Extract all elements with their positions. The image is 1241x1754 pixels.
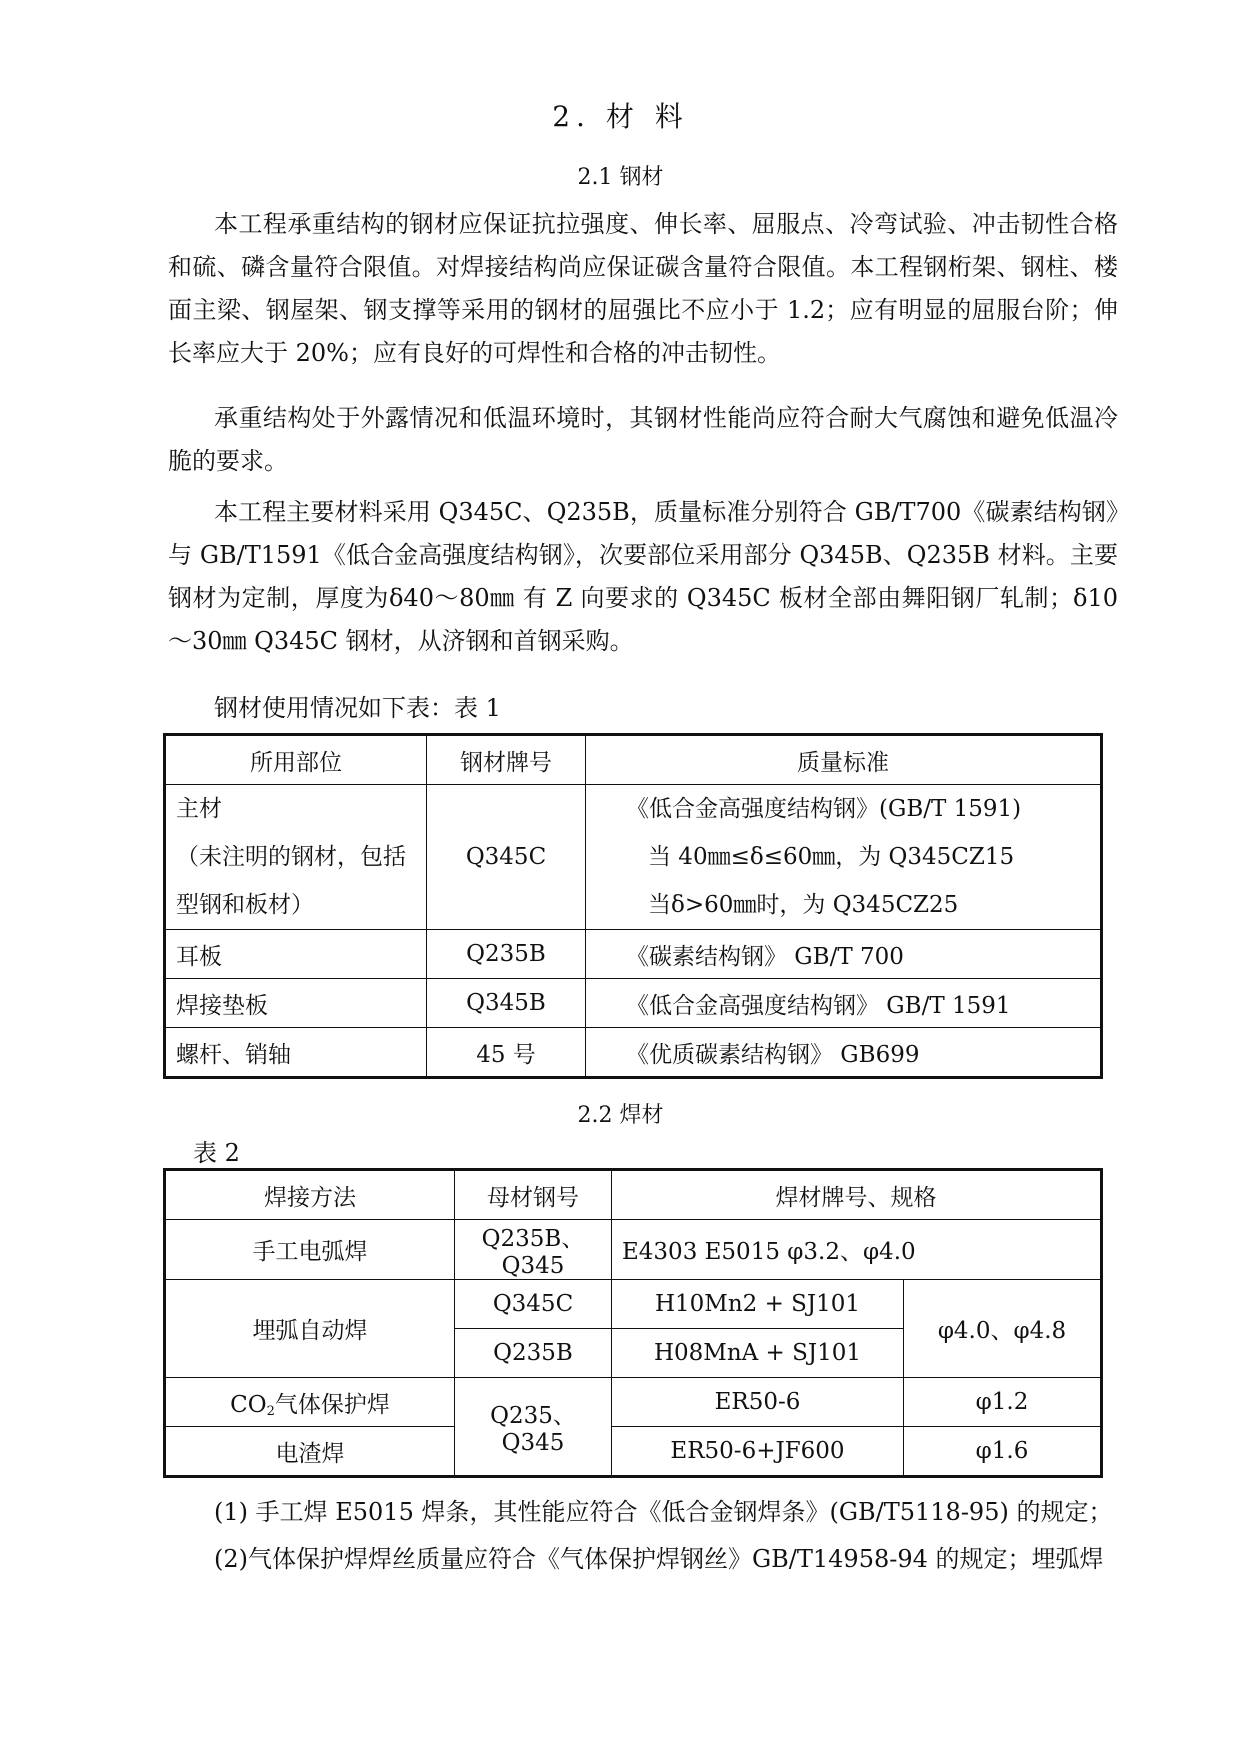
- header-cell: 质量标准: [586, 735, 1102, 785]
- standard-cell: 《碳素结构钢》 GB/T 700: [586, 930, 1102, 979]
- table-row: [165, 1280, 1102, 1329]
- standard-line: 当 40㎜≤δ≤60㎜，为 Q345CZ15: [648, 844, 1015, 870]
- wire-cell: H10Mn2 + SJ101: [612, 1280, 904, 1329]
- method-suffix: 气体保护焊: [274, 1391, 390, 1418]
- table-header-row: [165, 1170, 1102, 1220]
- header-cell: 母材钢号: [455, 1170, 612, 1220]
- table-row: [165, 1220, 1102, 1280]
- part-line: 主材: [176, 796, 222, 822]
- table-row: [165, 930, 1102, 979]
- section-title-steel: 2.1 钢材: [577, 165, 664, 190]
- base-cell: Q235、Q345: [455, 1378, 612, 1477]
- grade-cell: Q345B: [427, 979, 586, 1028]
- header-cell: 焊材牌号、规格: [612, 1170, 1102, 1220]
- standard-line: 当δ>60㎜时，为 Q345CZ25: [648, 892, 959, 918]
- paragraph-low-temperature: 承重结构处于外露情况和低温环境时，其钢材性能尚应符合耐大气腐蚀和避免低温冷脆的要求。: [168, 404, 1118, 475]
- table-row: [165, 979, 1102, 1028]
- header-cell: 所用部位: [165, 735, 427, 785]
- standard-line: 《低合金高强度结构钢》(GB/T 1591): [626, 796, 1022, 822]
- wire-cell: ER50-6: [612, 1378, 904, 1427]
- section-title-welding: 2.2 焊材: [577, 1103, 664, 1128]
- method-cell: 电渣焊: [165, 1427, 455, 1477]
- grade-cell: Q235B: [427, 930, 586, 979]
- method-cell: [165, 1378, 455, 1427]
- note-1: (1) 手工焊 E5015 焊条，其性能应符合《低合金钢焊条》(GB/T5118-95) 的规定；: [214, 1498, 1113, 1526]
- chapter-heading: 2. 材 料: [552, 100, 689, 133]
- grade-cell: Q345C: [427, 785, 586, 930]
- base-cell: Q235B: [455, 1329, 612, 1378]
- method-subscript: 2: [266, 1403, 275, 1419]
- standard-cell: 《优质碳素结构钢》 GB699: [586, 1028, 1102, 1078]
- standard-cell: [586, 785, 1102, 930]
- paragraph-steel-requirements: 本工程承重结构的钢材应保证抗拉强度、伸长率、屈服点、冷弯试验、冲击韧性合格和硫、磷含量符合限值。对焊接结构尚应保证碳含量符合限值。本工程钢桁架、钢柱、楼面主梁、钢屋架、钢支撑等采用的钢材的屈强比不应小于 1.2；应有明显的屈服台阶；伸长率应大于 20%；应有良好的可焊性和合格的冲击韧性。: [168, 210, 1118, 367]
- table-1-caption: 钢材使用情况如下表：表 1: [214, 694, 501, 722]
- table-row: [165, 1427, 1102, 1477]
- standard-cell: 《低合金高强度结构钢》 GB/T 1591: [586, 979, 1102, 1028]
- diameter-cell: φ4.0、φ4.8: [904, 1280, 1102, 1378]
- part-cell: 焊接垫板: [165, 979, 427, 1028]
- method-prefix: CO: [230, 1391, 267, 1418]
- header-cell: 焊接方法: [165, 1170, 455, 1220]
- wire-cell: H08MnA + SJ101: [612, 1329, 904, 1378]
- base-cell: Q345C: [455, 1280, 612, 1329]
- method-cell: 手工电弧焊: [165, 1220, 455, 1280]
- part-cell: 耳板: [165, 930, 427, 979]
- table-header-row: [165, 735, 1102, 785]
- diameter-cell: φ1.2: [904, 1378, 1102, 1427]
- note-2: (2)气体保护焊焊丝质量应符合《气体保护焊钢丝》GB/T14958-94 的规定；埋弧焊: [214, 1545, 1104, 1573]
- wire-cell: ER50-6+JF600: [612, 1427, 904, 1477]
- table-row: [165, 785, 1102, 930]
- table-row: [165, 1028, 1102, 1078]
- steel-usage-table: [163, 733, 1103, 1079]
- method-cell: 埋弧自动焊: [165, 1280, 455, 1378]
- spec-cell: E4303 E5015 φ3.2、φ4.0: [612, 1220, 1102, 1280]
- part-cell: [165, 785, 427, 930]
- header-cell: 钢材牌号: [427, 735, 586, 785]
- table-2-caption: 表 2: [193, 1139, 240, 1167]
- part-line: 型钢和板材）: [176, 892, 314, 918]
- base-cell: Q235B、Q345: [455, 1220, 612, 1280]
- paragraph-main-materials: 本工程主要材料采用 Q345C、Q235B，质量标准分别符合 GB/T700《碳素结构钢》与 GB/T1591《低合金高强度结构钢》，次要部位采用部分 Q345B、Q235B 材料。主要钢材为定制，厚度为δ40～80㎜ 有 Z 向要求的 Q345C 板材全部由舞阳钢厂轧制；δ10～30㎜ Q345C 钢材，从济钢和首钢采购。: [168, 498, 1118, 655]
- table-row: [165, 1378, 1102, 1427]
- welding-materials-table: [163, 1168, 1103, 1478]
- diameter-cell: φ1.6: [904, 1427, 1102, 1477]
- grade-cell: 45 号: [427, 1028, 586, 1078]
- part-cell: 螺杆、销轴: [165, 1028, 427, 1078]
- part-line: （未注明的钢材，包括: [176, 844, 406, 870]
